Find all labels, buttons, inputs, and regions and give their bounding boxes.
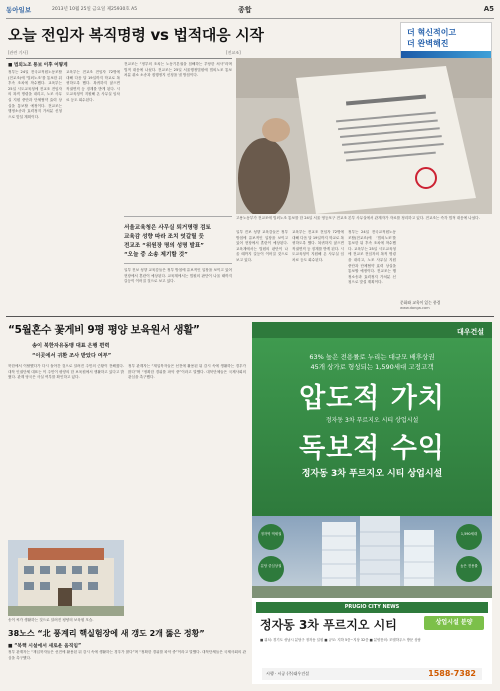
ad-big-text-1: 압도적 가치 xyxy=(299,383,445,414)
second-photo-caption: 송이 씨가 생활하는 것으로 알려진 평양의 보육원 모습. xyxy=(8,618,94,622)
pull-quotes xyxy=(124,224,232,260)
page-number: A5 xyxy=(483,5,494,13)
ad-developer: 시행 · 시공 (주)대우건설 xyxy=(266,671,309,676)
body-col-6: 정부는 24일 전국교직원노동조합(전교조)에 ‘법외노조’를 통보한 뒤 후속 조치에 착수했다. 교육부는 25일 시도교육청에 전교조 전임자의 복직 명령을 내리고, 노조 사무실 지원 중단과 단체협약 효력 상실을 통보할 예정이다. 전교조는 행정소송과 효력정지 가처분 신청으로 맞설 계획이다. xyxy=(348,230,396,285)
pull-quote-2: 교육감 성향 따라 조치 엇갈릴 듯 xyxy=(124,234,204,240)
paper-name: 동아일보 xyxy=(6,6,32,14)
body-col-3b: 일부 진보 성향 교육감들은 정부 방침에 유보적인 입장을 보이고 있어 현장에서 혼란이 예상된다. 교육계에서는 법원의 판단이 나올 때까지 갈등이 이어질 것으로 보고 있다. xyxy=(124,268,232,284)
body-col-4: 일부 진보 성향 교육감들은 정부 방침에 유보적인 입장을 보이고 있어 현장에서 혼란이 예상된다. 교육계에서는 법원의 판단이 나올 때까지 갈등이 이어질 것으로 보고 있다. xyxy=(236,230,288,262)
pull-quote-1: 서울교육청은 사무실 퇴거명령 검토 xyxy=(124,225,211,231)
masthead xyxy=(6,5,494,19)
body-col-2: 교육부는 전교조 전임자 72명에 대해 다음 달 19일까지 학교로 복귀하도록 했다. 복귀하지 않으면 직권면직 등 징계를 받게 된다. 시도교육청이 지원해 온 사무실 임차료 등도 회수된다. xyxy=(66,70,120,102)
ad-kicker-2: 45개 상가로 형성되는 1,590세대 고정고객 xyxy=(310,363,434,371)
ad-bubble-3: 1,590세대 xyxy=(456,524,482,550)
section-label: 종합 xyxy=(238,6,252,14)
section-divider xyxy=(6,316,494,317)
ad-project-name: 정자동 3차 푸르지오 시티 상업시설 xyxy=(301,469,443,479)
byline-right: [전교조] xyxy=(226,50,241,55)
mini-ad-title: 문화와 교육이 있는 풍경 xyxy=(400,300,441,305)
tower-illustration xyxy=(252,516,492,598)
mini-ad-url[interactable]: www.donga.com xyxy=(400,306,430,310)
body-col-5: 교육부는 전교조 전임자 72명에 대해 다음 달 19일까지 학교로 복귀하도록 했다. 복귀하지 않으면 직권면직 등 징계를 받게 된다. 시도교육청이 지원해 온 사무실 임차료 등도 회수된다. xyxy=(292,230,344,262)
third-headline: 38노스 “北 풍계리 핵실험장에 새 갱도 2개 뚫은 정황” xyxy=(8,629,205,638)
ad-bubble-4: 높은 전용률 xyxy=(456,556,482,582)
second-photo xyxy=(8,540,124,616)
ad-footer xyxy=(252,598,492,684)
second-body-col-1: 북한에서 이탈했다가 다시 돌아간 것으로 알려진 주민의 근황이 전해졌다. 대북 인권단체 대표는 이 주민이 평양의 한 보육원에서 생활하고 있다고 밝혔다. 관계 당국은 사실 여부를 확인하고 있다. xyxy=(8,364,124,380)
divider xyxy=(6,58,232,59)
news-photo xyxy=(236,58,492,214)
ad-rendering xyxy=(252,516,492,598)
ad-phone-bar[interactable] xyxy=(262,668,482,680)
pull-quote-3: 전교조 “위원장 명의 성명 발표” xyxy=(124,243,204,249)
body-col-1: 정부는 24일 전국교직원노동조합(전교조)에 ‘법외노조’를 통보한 뒤 후속 조치에 착수했다. 교육부는 25일 시도교육청에 전교조 전임자의 복직 명령을 내리고, 노조 사무실 지원 중단과 단체협약 효력 상실을 통보할 예정이다. 전교조는 행정소송과 효력정지 가처분 신청으로 맞설 계획이다. xyxy=(8,70,62,119)
second-body-col-2: 정부 관계자는 “재입북자들은 선전에 활용된 뒤 감시 속에 생활하는 경우가 많다”며 “정확한 경위를 파악 중”이라고 말했다. 대북단체들은 국제사회의 관심을 촉구했다. xyxy=(128,364,246,380)
third-subhead: ■ “북핵 시설에서 새로운 움직임” xyxy=(8,644,82,649)
ad-news-tag: PRUGIO CITY NEWS xyxy=(256,602,488,613)
ad-bubble-2: 분당 중심상권 xyxy=(258,556,284,582)
top-right-ad[interactable] xyxy=(400,22,492,60)
ad-sale-badge[interactable]: 상업시설 분양 xyxy=(424,616,484,630)
issue-date: 2013년 10월 25일 금요일 제25930호 A5 xyxy=(52,7,138,12)
ad-line-1: 더 혁신적이고 xyxy=(407,28,457,37)
ad-info-text: ■ 위치: 경기도 성남시 분당구 정자동 일원 ■ 규모: 지하 5층~지상 32층 ■ 분양문의: 모델하우스 방문 상담 xyxy=(260,638,421,642)
top-headline: 오늘 전임자 복직명령 vs 법적대응 시작 xyxy=(8,26,264,44)
ad-big-text-2: 독보적 수익 xyxy=(299,433,445,464)
ad-line-2: 더 완벽해진 xyxy=(407,39,449,48)
ad-kicker-1: 63% 높은 전용률로 누리는 대규모 배후상권 xyxy=(309,353,435,361)
second-subhead-a: 송이 북한자유동맹 대표 은행 편력 xyxy=(32,343,110,349)
body-col-3: 전교조는 “정부의 조치는 노동기본권을 침해하는 부당한 처사”라며 법적 대응에 나섰다. 전교조는 25일 서울행정법원에 법외노조 통보 처분 취소 소송과 집행정지 신청을 낼 방침이다. xyxy=(124,62,232,78)
ad-phone-number[interactable]: 1588-7382 xyxy=(428,669,476,678)
third-body: 정부 관계자는 “재입북자들은 선전에 활용된 뒤 감시 속에 생활하는 경우가 많다”며 “정확한 경위를 파악 중”이라고 말했다. 대북단체들은 국제사회의 관심을 촉구했다. xyxy=(8,650,246,660)
ad-divider-line: 정자동 3차 푸르지오 시티 상업시설 xyxy=(325,417,419,424)
pull-quote-4: “오늘 중 소송 제기할 것” xyxy=(124,252,188,258)
byline-left: [관련 기사] xyxy=(8,50,28,55)
apartment-ad[interactable] xyxy=(252,322,492,684)
photo-caption: 고용노동부가 전교조에 법외노조 통보를 한 24일 서울 영등포구 전교조 본부 사무실에서 관계자가 자료를 정리하고 있다. 전교조는 즉각 법적 대응에 나섰다. xyxy=(236,216,480,220)
second-headline: “5월혼수 꽃게비 9평 평양 보육원서 생활” xyxy=(8,324,200,336)
section-head: ■ 법외노조 통보 이후 어떻게 xyxy=(8,63,68,68)
ad-bubble-1: 정자역 역세권 xyxy=(258,524,284,550)
ad-footer-title: 정자동 3차 푸르지오 시티 xyxy=(260,618,397,632)
document-photo-illustration xyxy=(236,58,492,214)
building-photo-illustration xyxy=(8,540,124,616)
ad-brand-logo: 대우건설 xyxy=(456,328,484,336)
second-subhead-b: “이곳에서 귀환 조사 받았다 여부” xyxy=(32,353,112,359)
